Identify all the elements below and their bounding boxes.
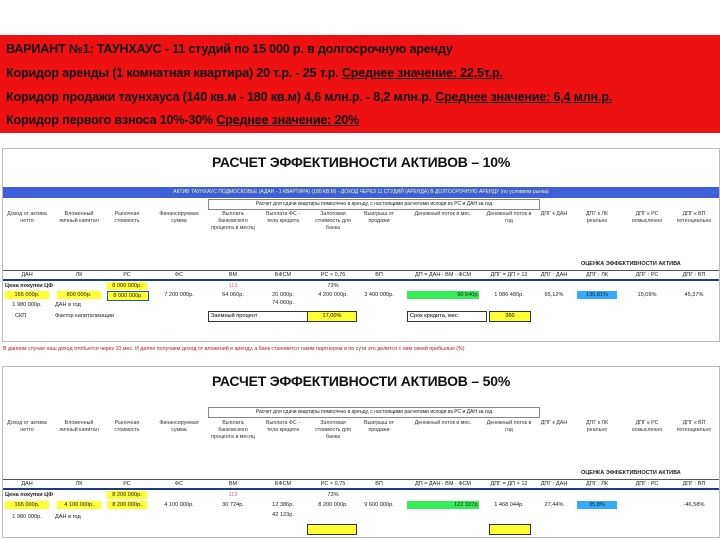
abbr: ДПГ : РС [635, 481, 659, 487]
loan-term-label: Срок кредита, мес [407, 311, 487, 322]
efficiency-label: ОЦЕНКА ЭФФЕКТИВНОСТИ АКТИВА [581, 470, 681, 476]
cell-dpg-rs: 15,09% [637, 292, 657, 298]
abbr: ДП = ДАН - ВМ - ФСМ [414, 481, 471, 487]
abbr: ЛК [75, 272, 83, 278]
abbr: РС × 0,75 [320, 481, 346, 487]
banner-sale-average: Среднее значение: 6,4 млн.р. [435, 90, 613, 104]
cell-dpg: 1 468 044р. [494, 502, 524, 508]
abbr: ДПГ : ЛК [585, 272, 609, 278]
cell-dan[interactable]: 165 000р. [5, 501, 49, 509]
abbr: ДП = ДАН - ВМ - ФСМ [414, 272, 471, 278]
cell-dpg-rs [625, 501, 669, 509]
abbr: ДПГ : РС [635, 272, 659, 278]
cell-lk[interactable]: 4 100 000р. [57, 501, 101, 509]
col-header: Залоговая стоимость для банка [315, 211, 351, 231]
sheet-10-percent [2, 148, 720, 342]
col-header: Выплата ФС - тела кредита [265, 420, 300, 433]
col-header: Доход от актива нетто [7, 420, 47, 433]
abbr: РС [123, 272, 131, 278]
loan-rate-label: Заемный процент [208, 311, 308, 322]
col-header: Рыночная стоимость [114, 420, 140, 433]
loan-term-value[interactable] [489, 524, 531, 535]
banner-line-variant: ВАРИАНТ №1: ТАУНХАУС - 11 студий по 15 000 р. в долгосрочную аренду [6, 42, 453, 56]
footnote: В данном случае наш доход отобьется через 10 мес. И далее получаем доход от вложений в аренду, а банк становится таким партнером и по сути это делится с ним своей прибылью (%) [3, 346, 465, 352]
cell-dan-year: 1 980 000р. [12, 514, 42, 520]
abbr: ВМ [228, 481, 238, 487]
cell-dpg: 1 086 480р. [494, 292, 524, 298]
col-header: ДПГ к ЛК реально [585, 211, 609, 224]
label-dan-year: ДАН в год [55, 302, 81, 308]
cell-dan-year: 1 980 000р. [12, 302, 42, 308]
loan-term-value[interactable]: 360 [489, 311, 531, 322]
cell-dpg-dan: 65,12% [544, 292, 564, 298]
loan-rate-value[interactable]: 17,00% [307, 311, 357, 322]
abbr: РС × 0,75 [320, 272, 346, 278]
vm-top: 113 [228, 492, 238, 498]
cell-rs[interactable]: 8 000 000р. [107, 291, 149, 301]
abbr: ДПГ : ДАН [540, 272, 568, 278]
sheet1-subtitle: Расчет для сдачи квартиры помесячно в аренду, с настоящими расчетами исходя из РС и ДАН за год [208, 199, 540, 210]
abbr: ДАН [21, 481, 33, 487]
sheet1-asset-band: АКТИВ ТАУНХАУС ПОДМОСКОВЬЕ (АДАН - 1 КВАРТИРА) (180 КВ.М) - ДОХОД ЧЕРЕЗ 11 СТУДИЙ (АРЕНДА) В ДОЛГОСРОЧНУЮ АРЕНДУ (по условиям рынка) [3, 187, 719, 198]
cell-lk[interactable]: 800 000р. [57, 291, 101, 299]
sheet2-title: РАСЧЕТ ЭФФЕКТИВНОСТИ АКТИВОВ – 50% [211, 373, 511, 389]
cell-rs[interactable]: 8 200 000р. [107, 501, 147, 509]
abbr: БФСМ [274, 481, 292, 487]
col-header: Выигрыш от продажи [364, 211, 394, 224]
vm-top: 113 [228, 283, 238, 289]
cell-vp: 9 600 000р. [364, 502, 394, 508]
col-header: Денежный поток в год [486, 420, 532, 433]
cell-dp: 122 337р. [407, 501, 479, 509]
cell-vm: 30 724р. [222, 502, 244, 508]
banner-line-downpayment [6, 113, 359, 127]
price-label: Цена покупки ЦФ [5, 492, 54, 498]
abbr: ФС [174, 481, 184, 487]
col-header: Залоговая стоимость для банка [315, 420, 351, 440]
cell-vp: 3 400 000р. [364, 292, 394, 298]
cell-dpg-vp: -46,58% [683, 502, 705, 508]
banner-rent-average: Среднее значение: 22,5т.р. [341, 66, 503, 80]
col-header: Вложенный личный капитал [59, 420, 99, 433]
abbr: ВМ [228, 272, 238, 278]
col-header: Выигрыш от продажи [364, 420, 394, 433]
cell-fs: 4 100 000р. [164, 502, 194, 508]
price-label: Цена покупки ЦФ [5, 283, 54, 289]
banner-rent-range: Коридор аренды (1 комнатная квартира) 20 т.р. - 25 т.р. [6, 66, 342, 80]
col-header: ДПГ к РС осмысленно [631, 211, 663, 224]
banner-down-average: Среднее значение: 20% [216, 113, 360, 127]
col-header: Выплата ФС - тела кредита [265, 211, 300, 224]
sheet2-subtitle: Расчет для сдачи квартиры помесячно в аренду, с настоящими расчетами исходя из РС и ДАН за год [208, 407, 540, 418]
cell-bfsm: 20 000р. [272, 292, 294, 298]
pct-top: 73% [327, 492, 339, 498]
abbr: РС [123, 481, 131, 487]
abbr: ДПГ : ЛК [585, 481, 609, 487]
abbr: ДПГ = ДП × 12 [490, 272, 528, 278]
cell-bfsm-total: 74 060р. [272, 300, 294, 306]
efficiency-label: ОЦЕНКА ЭФФЕКТИВНОСТИ АКТИВА [581, 261, 681, 267]
abbr: ДПГ : ВП [682, 481, 706, 487]
label-cap-factor: Фактор капитализации [55, 313, 115, 319]
col-header: Денежный поток в мес. [414, 420, 472, 426]
cell-bfsm-total: 42 123р. [272, 512, 294, 518]
col-header: Выплата банковского процента в месяц [211, 211, 255, 231]
abbr: ДАН [21, 272, 33, 278]
market-price-top[interactable]: 8 200 000р. [107, 491, 147, 499]
cell-dp: 90 540р. [407, 291, 479, 299]
abbr: ДПГ : ДАН [540, 481, 568, 487]
cell-vm: 64 060р. [222, 292, 244, 298]
col-header: ДПГ к ВП потенциально [676, 211, 712, 224]
abbr-row [3, 479, 719, 490]
sheet1-title: РАСЧЕТ ЭФФЕКТИВНОСТИ АКТИВОВ – 10% [211, 154, 511, 170]
col-header: Финансируемая сумма [159, 420, 199, 433]
cell-dpg-lk: 135,81% [577, 291, 617, 299]
loan-rate-value[interactable] [307, 524, 357, 535]
col-header: ДПГ к ВП потенциально [676, 420, 712, 433]
banner-line-rent [6, 66, 503, 80]
abbr: ФС [174, 272, 184, 278]
abbr: ДПГ : ВП [682, 272, 706, 278]
cell-collateral: 8 200 000р. [318, 502, 348, 508]
cell-fs: 7 200 000р. [164, 292, 194, 298]
abbr: БФСМ [274, 272, 292, 278]
cell-dpg-dan: 27,44% [544, 502, 564, 508]
banner-down-range: Коридор первого взноса 10%-30% [6, 113, 217, 127]
abbr-row [3, 270, 719, 281]
col-header: Выплата банковского процента в месяц [211, 420, 255, 440]
label-skp: СКП [15, 313, 27, 319]
col-header: ДПГ к ЛК реально [585, 420, 609, 433]
col-header: Финансируемая сумма [159, 211, 199, 224]
cell-bfsm: 12 386р. [272, 502, 294, 508]
market-price-top[interactable]: 8 000 000р. [107, 282, 147, 290]
pct-top: 73% [327, 283, 339, 289]
col-header: Денежный поток в год [486, 211, 532, 224]
abbr: ДПГ = ДП × 12 [490, 481, 528, 487]
sheet-50-percent [2, 366, 720, 538]
abbr: ЛК [75, 481, 83, 487]
header-banner [0, 35, 720, 133]
col-header: Рыночная стоимость [114, 211, 140, 224]
cell-dpg-lk: 35,8% [577, 501, 617, 509]
cell-dan[interactable]: 165 000р. [5, 291, 49, 299]
col-header: Вложенный личный капитал [59, 211, 99, 224]
col-header: ДПГ к ДАН [540, 420, 568, 426]
cell-collateral: 4 200 000р. [318, 292, 348, 298]
abbr: ВП [375, 272, 383, 278]
banner-line-sale [6, 90, 612, 104]
label-dan-year: ДАН в год [55, 514, 81, 520]
cell-dpg-vp: 45,37% [684, 292, 704, 298]
col-header: Денежный поток в мес. [414, 211, 472, 217]
col-header: Доход от актива нетто [7, 211, 47, 224]
col-header: ДПГ к ДАН [540, 211, 568, 217]
abbr: ВП [375, 481, 383, 487]
banner-sale-range: Коридор продажи таунхауса (140 кв.м - 180 кв.м) 4,6 млн.р. - 8,2 млн.р. [6, 90, 436, 104]
col-header: ДПГ к РС осмысленно [631, 420, 663, 433]
